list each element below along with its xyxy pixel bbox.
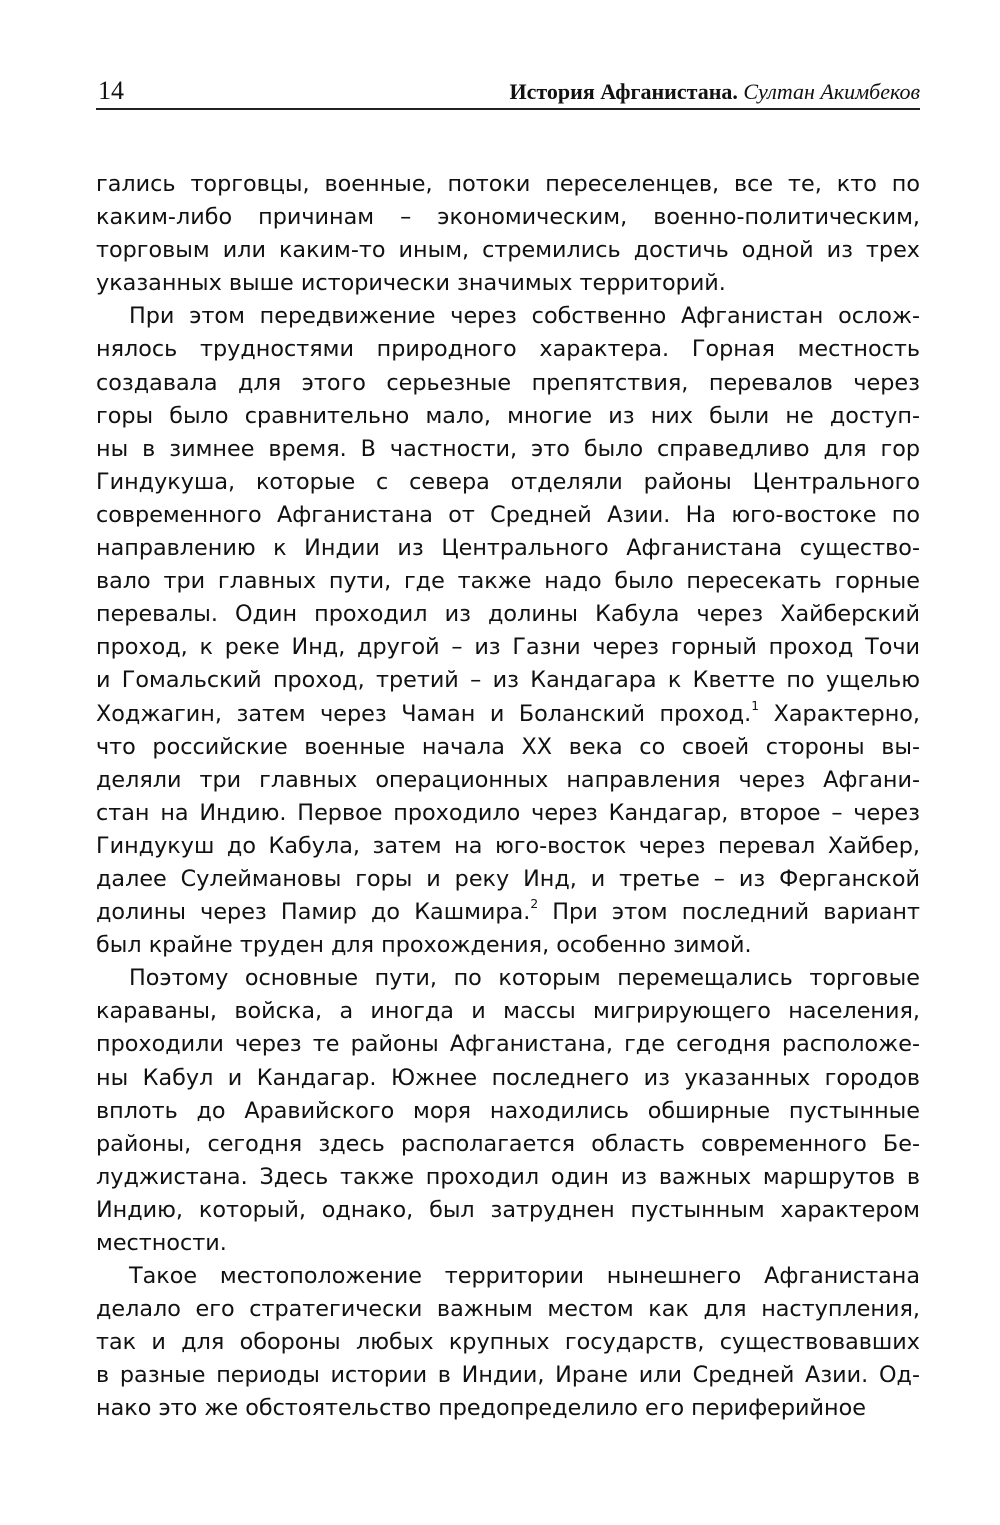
text-line: районы, сегодня здесь располагается область современного Бе- [96, 1130, 920, 1157]
text-line: и Гомальский проход, третий – из Кандагара к Кветте по ущелью [96, 667, 920, 694]
text-line [96, 896, 920, 929]
paragraph [96, 1260, 920, 1425]
text-fragment: Характерно, [759, 700, 920, 727]
text-line: луджистана. Здесь также проходил один из важных маршрутов в [96, 1163, 920, 1190]
text-line: стан на Индию. Первое проходило через Кандагар, второе – через [96, 799, 920, 826]
text-line: современного Афганистана от Средней Азии. На юго-востоке по [96, 501, 920, 528]
page-header [96, 74, 920, 110]
text-line: далее Сулеймановы горы и реку Инд, и третье – из Ферганской [96, 865, 920, 892]
text-line: в разные периоды истории в Индии, Иране или Средней Азии. Од- [96, 1362, 920, 1389]
book-title: История Афганистана. [509, 79, 738, 104]
text-line: Поэтому основные пути, по которым перемещались торговые [129, 965, 920, 992]
text-fragment: При этом последний вариант [538, 899, 920, 926]
running-head [510, 78, 920, 106]
text-line: нако это же обстоятельство предопределило его периферийное [96, 1395, 866, 1422]
text-line: торговым или каким-то иным, стремились достичь одной из трех [96, 237, 920, 264]
body-text [96, 168, 920, 1426]
text-line: указанных выше исторически значимых территорий. [96, 270, 726, 297]
text-line: каким-либо причинам – экономическим, военно-политическим, [96, 204, 920, 231]
text-fragment: Ходжагин, затем через Чаман и Боланский проход. [96, 700, 752, 727]
text-line: горы было сравнительно мало, многие из них были не доступ- [96, 402, 920, 429]
paragraph [96, 962, 920, 1260]
text-line: что российские военные начала XX века со своей стороны вы- [96, 733, 920, 760]
text-line: проходили через те районы Афганистана, где сегодня расположе- [96, 1031, 920, 1058]
text-line: местности. [96, 1230, 227, 1256]
paragraph [96, 300, 920, 962]
text-line: вало три главных пути, где также надо было пересекать горные [96, 568, 920, 595]
text-line: так и для обороны любых крупных государств, существовавших [96, 1329, 920, 1356]
footnote-ref: 2 [530, 897, 539, 912]
text-line: ны Кабул и Кандагар. Южнее последнего из указанных городов [96, 1064, 920, 1091]
text-line: направлению к Индии из Центрального Афганистана существо- [96, 535, 920, 562]
text-line: нялось трудностями природного характера. Горная местность [96, 336, 920, 363]
paragraph [96, 168, 920, 300]
text-line: делало его стратегически важным местом как для наступления, [96, 1296, 920, 1323]
text-line: гались торговцы, военные, потоки переселенцев, все те, кто по [96, 171, 920, 197]
text-line: перевалы. Один проходил из долины Кабула через Хайберский [96, 601, 920, 628]
text-line: караваны, войска, а иногда и массы мигрирующего населения, [96, 998, 920, 1025]
page-number: 14 [98, 76, 124, 105]
text-line: При этом передвижение через собственно Афганистан ослож- [129, 303, 920, 330]
text-line: Гиндукуш до Кабула, затем на юго-восток через перевал Хайбер, [96, 832, 920, 859]
text-line: был крайне труден для прохождения, особенно зимой. [96, 932, 752, 959]
text-line: деляли три главных операционных направления через Афгани- [96, 766, 920, 793]
text-line: вплоть до Аравийского моря находились обширные пустынные [96, 1097, 920, 1124]
footnote-ref: 1 [751, 698, 760, 713]
text-line: Такое местоположение территории нынешнего Афганистана [129, 1263, 920, 1290]
text-line: ны в зимнее время. В частности, это было справедливо для гор [96, 435, 920, 462]
text-line: Гиндукуша, которые с севера отделяли районы Центрального [96, 468, 920, 495]
text-line: создавала для этого серьезные препятствия, перевалов через [96, 369, 920, 396]
text-line: Индию, который, однако, был затруднен пустынным характером [96, 1196, 920, 1223]
text-line [96, 698, 920, 731]
author-name: Султан Акимбеков [743, 79, 920, 104]
text-line: проход, к реке Инд, другой – из Газни через горный проход Точи [96, 634, 920, 661]
text-fragment: долины через Памир до Кашмира. [96, 899, 531, 926]
